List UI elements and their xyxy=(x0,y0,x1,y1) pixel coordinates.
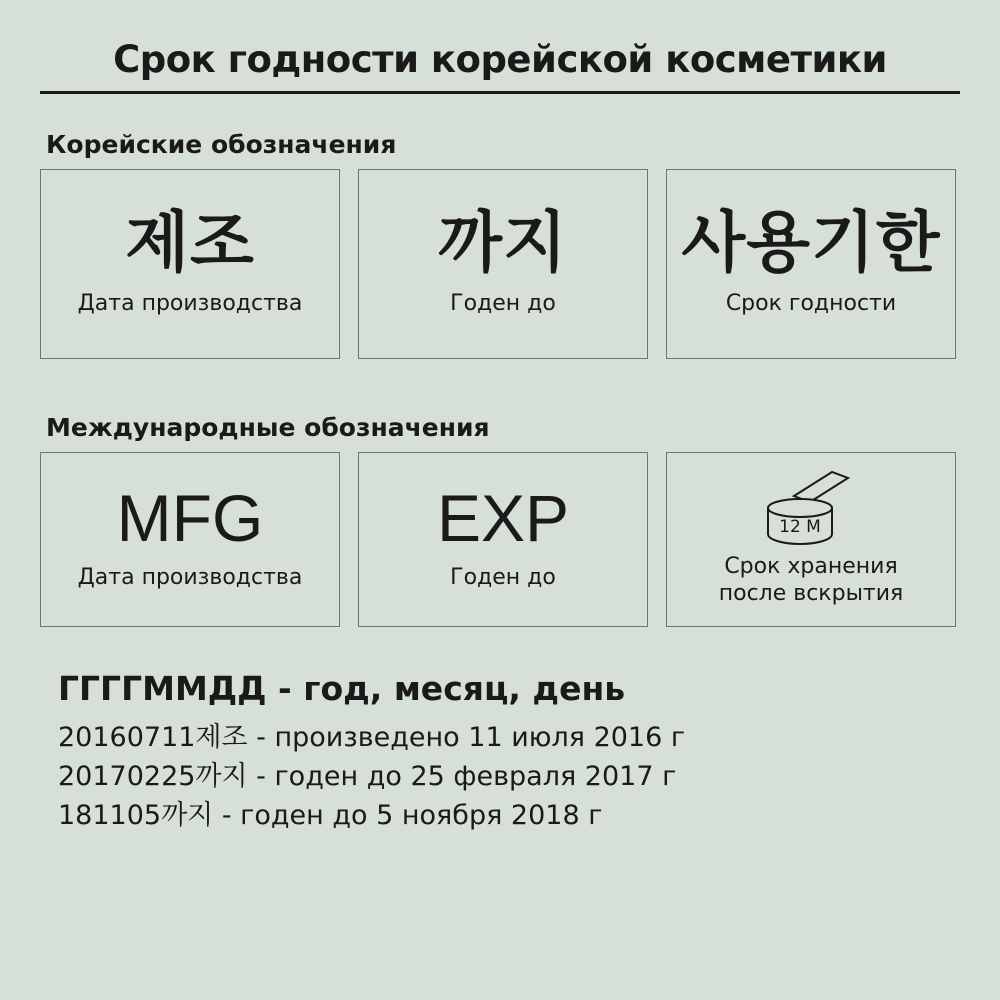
card-symbol: MFG xyxy=(116,480,264,555)
section-label-international: Международные обозначения xyxy=(46,413,490,442)
pao-months-label: 12 M xyxy=(779,517,821,538)
card-korean-mfg xyxy=(40,169,340,359)
card-caption: Дата производства xyxy=(77,564,303,590)
card-caption-line1: Срок хранения xyxy=(724,554,898,580)
card-intl-mfg xyxy=(40,452,340,627)
international-notation-row xyxy=(40,452,960,627)
card-caption: Дата производства xyxy=(77,291,303,316)
card-symbol: 까지 xyxy=(438,203,568,281)
card-korean-shelf-life xyxy=(666,169,956,359)
open-jar-pao-icon xyxy=(736,468,886,550)
page-title: Срок годности корейской косметики xyxy=(40,38,960,94)
card-intl-exp xyxy=(358,452,648,627)
card-korean-exp xyxy=(358,169,648,359)
card-caption: Годен до xyxy=(450,564,556,590)
card-symbol: 제조 xyxy=(125,203,255,281)
card-intl-pao xyxy=(666,452,956,627)
example-line: 20170225까지 - годен до 25 февраля 2017 г xyxy=(58,761,677,793)
pao-graphic xyxy=(736,468,886,550)
card-caption-line2: после вскрытия xyxy=(718,580,904,606)
example-line: 181105까지 - годен до 5 ноября 2018 г xyxy=(58,800,603,832)
card-caption: Срок годности xyxy=(725,291,897,316)
korean-notation-row xyxy=(40,169,960,359)
date-format-heading: ГГГГММДД - год, месяц, день xyxy=(58,669,626,708)
card-symbol: EXP xyxy=(436,480,570,555)
section-label-korean: Корейские обозначения xyxy=(46,130,397,159)
card-caption: Годен до xyxy=(450,291,556,316)
card-symbol: 사용기한 xyxy=(681,203,941,281)
date-format-examples xyxy=(58,718,960,835)
example-line: 20160711제조 - произведено 11 июля 2016 г xyxy=(58,722,686,753)
